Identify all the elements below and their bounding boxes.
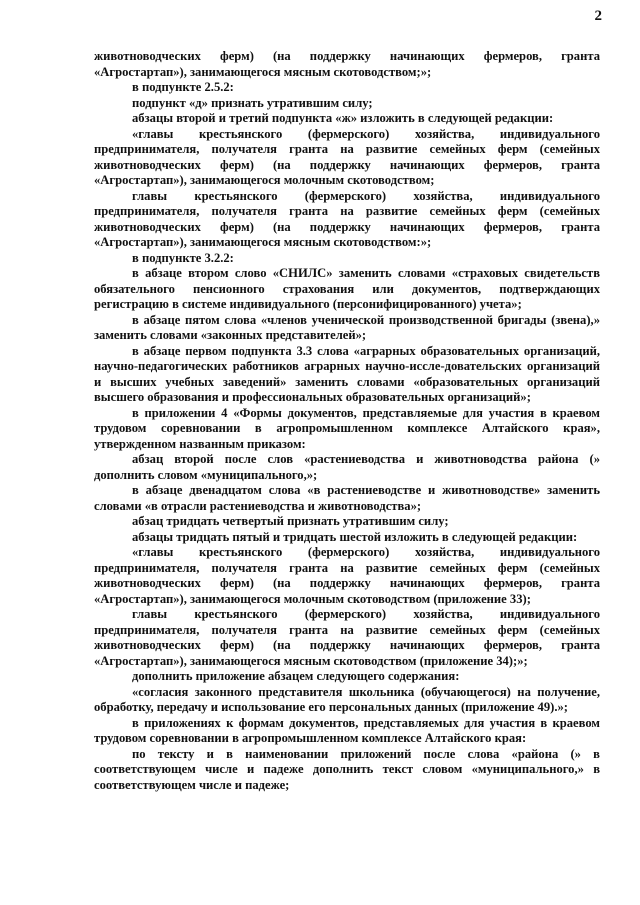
paragraph: по тексту и в наименовании приложений после слова «района (» в соответствующем числе и падеже дополнить текст словом «муниципального,» в соответствующем числе и падеже; (94, 746, 600, 792)
paragraph: в абзаце пятом слова «членов ученической производственной бригады (звена),» заменить словами «законных представителей»; (94, 312, 600, 342)
paragraph: «согласия законного представителя школьника (обучающегося) на получение, обработку, передачу и использование его персональных данных (приложение 49).»; (94, 684, 600, 714)
paragraph: главы крестьянского (фермерского) хозяйства, индивидуального предпринимателя, получателя гранта на развитие семейных ферм (семейных животноводческих ферм) (на поддержку начинающих фермеров, гранта «Агростартап»), занимающегося мясным скотоводством (приложение 34);»; (94, 607, 600, 668)
paragraph: абзац второй после слов «растениеводства и животноводства района (» дополнить словом «муниципального,»; (94, 452, 600, 482)
paragraph: абзац тридцать четвертый признать утратившим силу; (132, 514, 449, 528)
page-number: 2 (594, 8, 602, 24)
paragraph: абзацы тридцать пятый и тридцать шестой изложить в следующей редакции: (132, 529, 578, 544)
paragraph: дополнить приложение абзацем следующего содержания: (132, 669, 460, 683)
document-body (94, 49, 600, 793)
paragraph: главы крестьянского (фермерского) хозяйства, индивидуального предпринимателя, получателя гранта на развитие семейных ферм (семейных животноводческих ферм) (на поддержку начинающих фермеров, гранта «Агростартап»), занимающегося мясным скотоводством:»; (94, 188, 600, 249)
paragraph: «главы крестьянского (фермерского) хозяйства, индивидуального предпринимателя, получателя гранта на развитие семейных ферм (семейных животноводческих ферм) (на поддержку начинающих фермеров, гранта «Агростартап»), занимающегося молочным скотоводством (приложение 33); (94, 545, 600, 606)
paragraph: в приложении 4 «Формы документов, представляемые для участия в краевом трудовом соревновании в агропромышленном комплексе Алтайского края», утвержденном названным приказом: (94, 405, 600, 451)
paragraph: в абзаце двенадцатом слова «в растениеводстве и животноводстве» заменить словами «в отрасли растениеводства и животноводства»; (94, 483, 600, 513)
paragraph: «главы крестьянского (фермерского) хозяйства, индивидуального предпринимателя, получателя гранта на развитие семейных ферм (семейных животноводческих ферм) (на поддержку начинающих фермеров, гранта «Агростартап»), занимающегося молочным скотоводством; (94, 126, 600, 187)
paragraph: в абзаце первом подпункта 3.3 слова «аграрных образовательных организаций, научно-педагогических работников аграрных научно-иссле-довательских организаций и высших учебных заведений» заменить словами «образовательных организаций высшего образования и профессиональных образовательных организаций»; (94, 343, 600, 404)
paragraph: в подпункте 3.2.2: (132, 250, 234, 265)
paragraph: в приложениях к формам документов, представляемых для участия в краевом трудовом соревновании в агропромышленном комплексе Алтайского края: (94, 715, 600, 745)
paragraph: в абзаце втором слово «СНИЛС» заменить словами «страховых свидетельств обязательного пенсионного страхования или документов, подтверждающих регистрацию в системе индивидуального (персонифицированного) учета»; (94, 266, 600, 311)
paragraph: в подпункте 2.5.2: (132, 80, 234, 94)
paragraph: животноводческих ферм) (на поддержку начинающих фермеров, гранта «Агростартап»), занимающегося мясным скотоводством;»; (94, 49, 600, 79)
paragraph: абзацы второй и третий подпункта «ж» изложить в следующей редакции: (132, 111, 554, 125)
paragraph: подпункт «д» признать утратившим силу; (132, 95, 373, 110)
